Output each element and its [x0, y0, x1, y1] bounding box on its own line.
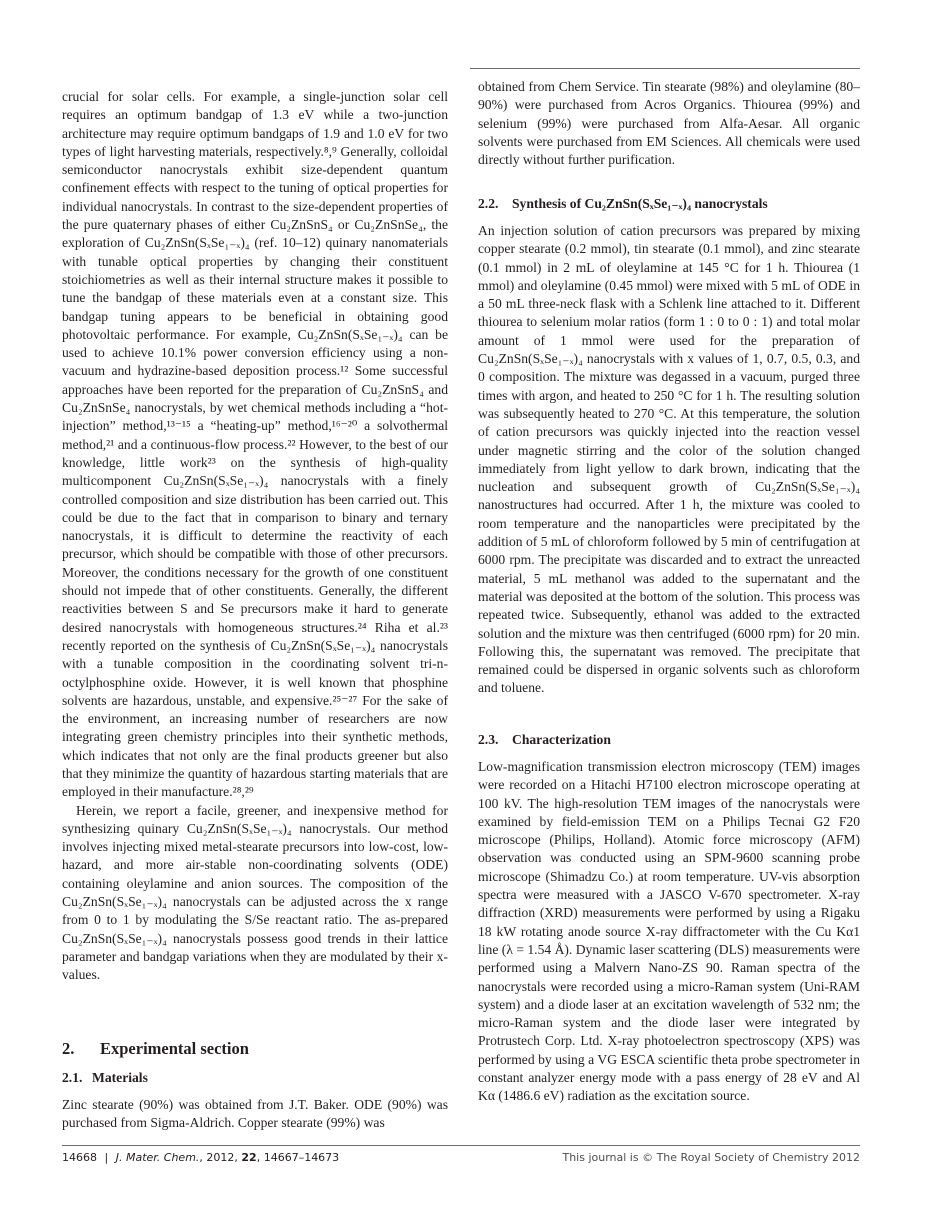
subsection-heading-materials	[62, 1070, 148, 1086]
journal-name: J. Mater. Chem.	[115, 1151, 200, 1164]
journal-pages: , 14667–14673	[256, 1151, 340, 1164]
materials-paragraph	[62, 1096, 448, 1133]
journal-year: , 2012,	[199, 1151, 242, 1164]
synthesis-text: An injection solution of cation precursors was prepared by mixing copper stearate (0.2 mmol), tin stearate (0.1 mmol), and zinc stearate (0.1 mmol) in 2 mL of oleylamine at 145 °C for 1 h. Thiourea (1 mmol) and oleylamine (0.45 mmol) were mixed with 5 mL of ODE in a 50 mL three-neck flask with a Schlenk line attached to it. Different thiourea to selenium molar ratios (form 1 : 0 to 0 : 1) and total molar amount of 1 mmol were used for the preparation of Cu₂ZnSn(SₓSe₁₋ₓ)₄ nanocrystals with x values of 1, 0.7, 0.5, 0.3, and 0 composition. The mixture was degassed in a vacuum, purged three times with argon, and heated to 250 °C for 1 h. The resulting solution was subsequently heated to 270 °C. At this temperature, the solution of cation precursors was quickly injected into the reaction vessel under magnetic stirring and the color of the solution changed immediately from light yellow to dark brown, indicating that the nucleation and subsequent growth of Cu₂ZnSn(SₓSe₁₋ₓ)₄ nanostructures had occurred. After 1 h, the mixture was cooled to room temperature and the nanoparticles were precipitated by the addition of 5 mL of chloroform followed by 5 min of centrifugation at 6000 rpm. The precipitate was discarded and to extract the unreacted material, 5 mL methanol was added to the supernatant and the material was deposited at the bottom of the solution. This process was repeated twice. Subsequently, ethanol was added to the extracted solution and the mixture was then centrifuged (6000 rpm) for 20 min. Following this, the supernatant was removed. The precipitate that remained could be dispersed in organic solvents such as chloroform and toluene.	[478, 223, 860, 696]
subsection-number: 2.2.	[478, 196, 499, 211]
left-column	[62, 88, 448, 985]
subsection-title: Characterization	[512, 732, 611, 747]
subsection-number: 2.1.	[62, 1070, 83, 1085]
right-column-materials	[478, 78, 860, 169]
subsection-title: Materials	[92, 1070, 148, 1085]
materials-continued-text: obtained from Chem Service. Tin stearate (98%) and oleylamine (80–90%) were purchased from Acros Organics. Thiourea (99%) and selenium (99%) were purchased from Alfa-Aesar. All organic solvents were purchased from EM Sciences. All chemicals were used directly without further purification.	[478, 79, 860, 168]
page-number: 14668	[62, 1151, 97, 1164]
characterization-text: Low-magnification transmission electron microscopy (TEM) images were recorded on a Hitachi H7100 electron microscope operating at 100 kV. The high-resolution TEM images of the nanocrystals were examined by field-emission TEM on a Philips Tecnai G2 F20 microscope (Philips, Holland). Atomic force microscopy (AFM) observation was conducted using an SPM-9600 scanning probe microscope (Shimadzu Co.) at room temperature. UV-vis absorption spectra were measured with a JASCO V-670 spectrometer. X-ray diffraction (XRD) measurements were performed by using a Rigaku 18 kW rotating anode source X-ray diffractometer with the Cu Kα1 line (λ = 1.54 Å). Dynamic laser scattering (DLS) measurements were performed using a Malvern Nano-ZS 90. Raman spectra of the nanocrystals were recorded using a micro-Raman system (Uni-RAM system) and a diode laser at an excitation wavelength of 532 nm; the micro-Raman system and the diode laser were integrated by Protrustech Corp. Ltd. X-ray photoelectron spectroscopy (XPS) was performed by using a VG ESCA scientific theta probe spectrometer in constant analyzer energy mode with a pass energy of 28 eV and Al Kα (1486.6 eV) radiation as the excitation source.	[478, 759, 860, 1104]
section-number: 2.	[62, 1039, 75, 1058]
synthesis-paragraph	[478, 222, 860, 698]
footer-separator: |	[104, 1151, 109, 1164]
top-rule	[470, 68, 860, 69]
subsection-heading-synthesis	[478, 196, 768, 212]
materials-text: Zinc stearate (90%) was obtained from J.T. Baker. ODE (90%) was purchased from Sigma-Aldrich. Copper stearate (99%) was	[62, 1097, 448, 1131]
intro-paragraph: crucial for solar cells. For example, a single-junction solar cell requires an optimum bandgap of 1.3 eV while a two-junction architecture may require optimum bandgaps of 1.9 and 1.0 eV for two types of light harvesting materials, respectively.⁸,⁹ Generally, colloidal semiconductor nanocrystals exhibit size-dependent quantum confinement effects with respect to the tuning of optical properties for individual nanocrystals. In contrast to the size-dependent properties of the pure quaternary phases of either Cu₂ZnSnS₄ or Cu₂ZnSnSe₄, the exploration of Cu₂ZnSn(SₓSe₁₋ₓ)₄ (ref. 10–12) quinary nanomaterials with tunable optical properties by changing their constituent stoichiometries as well as their internal structure makes it possible to tune the bandgap of these materials even at a constant size. This bandgap tuning appears to be beneficial in obtaining good photovoltaic performance. For example, Cu₂ZnSn(SₓSe₁₋ₓ)₄ can be used to achieve 10.1% power conversion efficiency using a non-vacuum and hydrazine-based deposition process.¹² Some successful approaches have been reported for the preparation of Cu₂ZnSnS₄ and Cu₂ZnSnSe₄ nanocrystals, by wet chemical methods including a “hot-injection” method,¹³⁻¹⁵ a “heating-up” method,¹⁶⁻²⁰ a solvothermal method,²¹ and a continuous-flow process.²² However, to the best of our knowledge, little work²³ on the synthesis of high-quality multicomponent Cu₂ZnSn(SₓSe₁₋ₓ)₄ nanocrystals with a finely controlled composition and size distribution has been carried out. This could be due to the fact that in comparison to binary and ternary nanocrystals, it is difficult to determine the reactivity of each precursor, which should be compatible with those of other precursors. Moreover, the conditions necessary for the growth of one constituent should not impede that of other constituents. Generally, the different reactivities between S and Se precursors make it hard to generate desired nanocrystals with homogeneous structures.²⁴ Riha et al.²³ recently reported on the synthesis of Cu₂ZnSn(SₓSe₁₋ₓ)₄ nanocrystals with a tunable composition in the coordinating solvent tri-n-octylphosphine oxide. However, it is well known that phosphine solvents are hazardous, unstable, and expensive.²⁵⁻²⁷ For the sake of the environment, an increasing number of researchers are now integrating green chemistry principles into their synthetic methods, which indicates that not only are the final products greener but also that they minimize the quantity of hazardous starting materials that are employed in their manufacture.²⁸,²⁹	[62, 89, 448, 800]
herein-paragraph: Herein, we report a facile, greener, and inexpensive method for synthesizing quinary Cu₂ZnSn(SₓSe₁₋ₓ)₄ nanocrystals. Our method involves injecting mixed metal-stearate precursors into low-cost, low-hazard, and more air-stable non-coordinating solvents (ODE) containing oleylamine and anion sources. The composition of the Cu₂ZnSn(SₓSe₁₋ₓ)₄ nanocrystals can be adjusted across the x range from 0 to 1 by modulating the S/Se reactant ratio. The as-prepared Cu₂ZnSn(SₓSe₁₋ₓ)₄ nanocrystals possess good trends in their lattice parameter and bandgap variations when they are modulated by their x-values.	[62, 802, 448, 983]
footer-rule	[62, 1145, 860, 1146]
characterization-paragraph	[478, 758, 860, 1106]
section-heading-experimental	[62, 1039, 249, 1059]
subsection-heading-characterization	[478, 732, 611, 748]
subsection-number: 2.3.	[478, 732, 499, 747]
footer-copyright: This journal is © The Royal Society of Chemistry 2012	[562, 1151, 860, 1164]
journal-volume: 22	[241, 1151, 257, 1164]
subsection-title: Synthesis of Cu₂ZnSn(SₓSe₁₋ₓ)₄ nanocrystals	[512, 196, 768, 211]
section-title: Experimental section	[100, 1039, 249, 1058]
footer-citation	[62, 1151, 339, 1164]
